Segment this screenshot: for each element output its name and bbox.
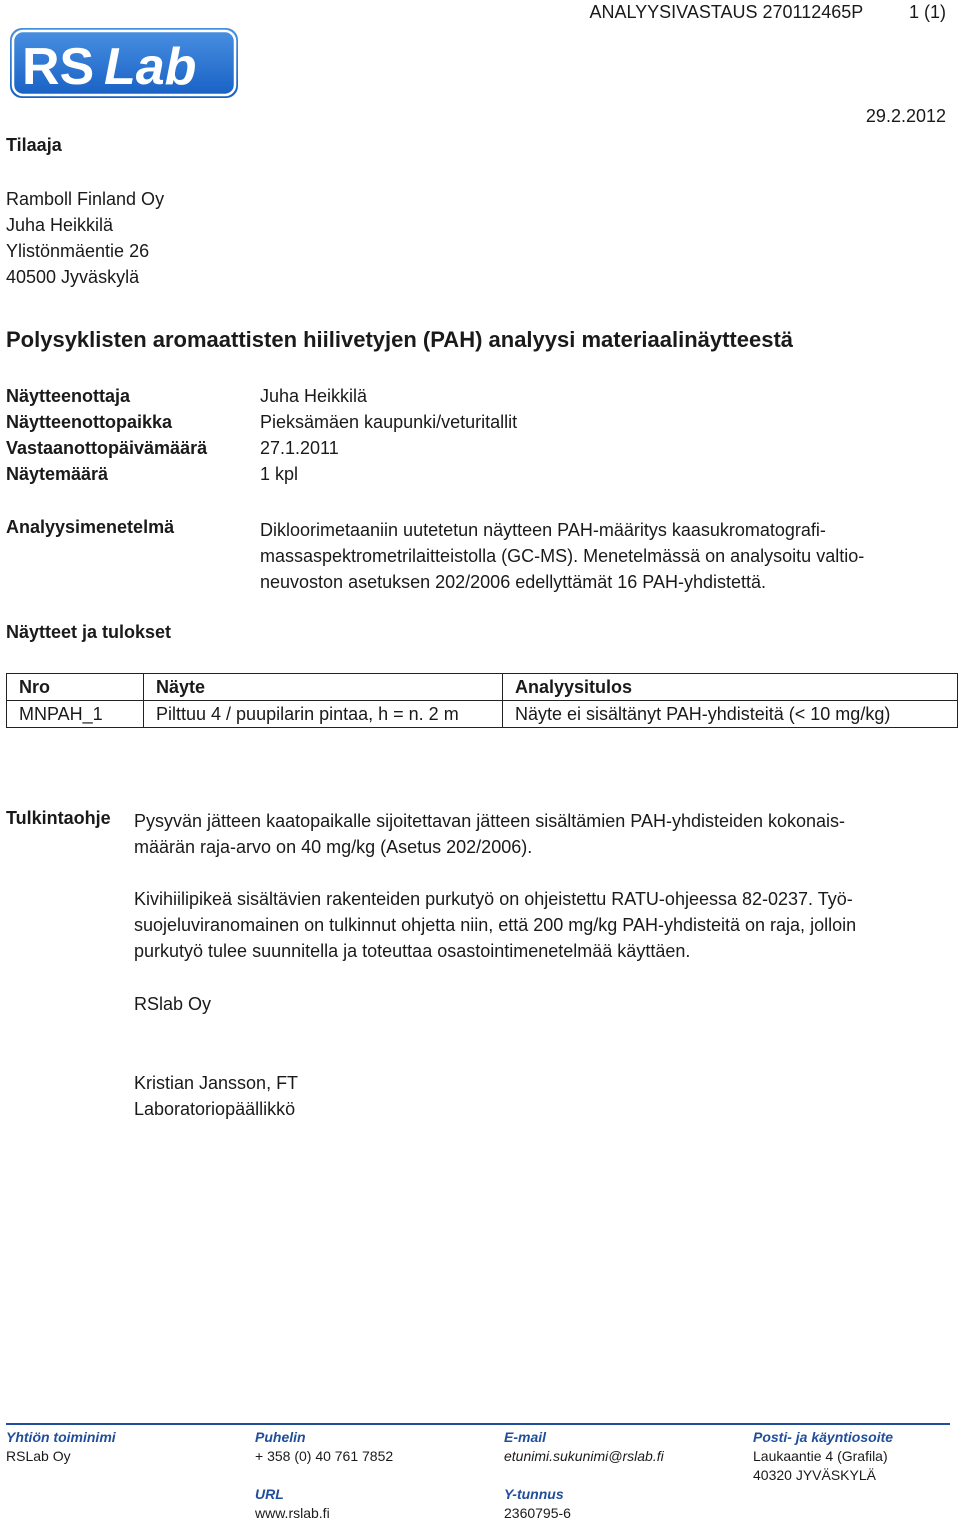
footer-company-value: RSLab Oy (6, 1448, 71, 1464)
footer-phone-label: Puhelin (255, 1429, 306, 1445)
results-table (6, 673, 958, 728)
paragraph-line: purkutyö tulee suunnitella ja toteuttaa osastointimenetelmää käyttäen. (134, 941, 691, 961)
logo-text-rs: RS (22, 38, 95, 96)
footer-company (6, 1429, 116, 1467)
footer-ytunnus-value: 2360795-6 (504, 1505, 571, 1521)
meta-label: Vastaanottopäivämäärä (6, 438, 208, 458)
cell-nro: MNPAH_1 (7, 701, 144, 728)
meta-value: Juha Heikkilä (260, 386, 368, 406)
client-line: 40500 Jyväskylä (6, 267, 140, 287)
footer-phone-value: + 358 (0) 40 761 7852 (255, 1448, 394, 1464)
cell-sample: Pilttuu 4 / puupilarin pintaa, h = n. 2 m (144, 701, 503, 728)
footer-email-link[interactable]: etunimi.sukunimi@rslab.fi (504, 1448, 664, 1464)
paragraph-line: Kivihiilipikeä sisältävien rakenteiden purkutyö on ohjeistettu RATU-ohjeessa 82-0237. Työ- (134, 889, 853, 909)
footer-url-link[interactable]: www.rslab.fi (255, 1505, 330, 1521)
report-header (589, 2, 946, 23)
interpretation-label: Tulkintaohje (6, 808, 111, 828)
table-header-row (7, 674, 958, 701)
footer-url-label: URL (255, 1486, 284, 1502)
method-label: Analyysimenetelmä (6, 517, 175, 537)
method-line: Dikloorimetaaniin uutetetun näytteen PAH-määritys kaasukromatografi- (260, 520, 826, 540)
meta-row (0, 412, 960, 438)
footer-email-ytunnus (504, 1429, 664, 1524)
client-line: Ylistönmäentie 26 (6, 241, 150, 261)
footer-company-label: Yhtiön toiminimi (6, 1429, 116, 1445)
page-number: 1 (1) (908, 2, 946, 22)
meta-value: 1 kpl (260, 464, 299, 484)
interpretation-paragraph-1 (134, 808, 946, 860)
footer-address-line: Laukaantie 4 (Grafila) (753, 1448, 888, 1464)
results-heading: Näytteet ja tulokset (6, 622, 172, 642)
report-date: 29.2.2012 (865, 106, 946, 126)
logo-text-lab: Lab (104, 38, 197, 96)
meta-label: Näytteenottaja (6, 386, 131, 406)
footer-divider (6, 1423, 950, 1425)
column-header-nro: Nro (7, 674, 144, 701)
table-row (7, 701, 958, 728)
signer-title: Laboratoriopäällikkö (134, 1099, 296, 1119)
meta-row (0, 438, 960, 464)
column-header-sample: Näyte (144, 674, 503, 701)
column-header-result: Analyysitulos (503, 674, 958, 701)
footer-address-label: Posti- ja käyntiosoite (753, 1429, 894, 1445)
footer-phone-url (255, 1429, 393, 1524)
paragraph-line: määrän raja-arvo on 40 mg/kg (Asetus 202/2006). (134, 837, 533, 857)
client-line: Juha Heikkilä (6, 215, 114, 235)
rslab-logo (10, 28, 238, 98)
report-id: ANALYYSIVASTAUS 270112465P (589, 2, 863, 22)
footer-address-line: 40320 JYVÄSKYLÄ (753, 1467, 876, 1483)
cell-result: Näyte ei sisältänyt PAH-yhdisteitä (< 10 mg/kg) (503, 701, 958, 728)
meta-label: Näytteenottopaikka (6, 412, 173, 432)
footer-email-label: E-mail (504, 1429, 547, 1445)
footer-address (753, 1429, 893, 1486)
page-title: Polysyklisten aromaattisten hiilivetyjen (PAH) analyysi materiaalinäytteestä (6, 327, 794, 352)
interpretation-paragraph-2 (134, 886, 946, 964)
client-heading: Tilaaja (6, 135, 62, 155)
client-address (6, 186, 164, 290)
meta-row (0, 464, 960, 490)
meta-row (0, 386, 960, 412)
footer-ytunnus-label: Y-tunnus (504, 1486, 564, 1502)
meta-label: Näytemäärä (6, 464, 109, 484)
meta-value: Pieksämäen kaupunki/veturitallit (260, 412, 518, 432)
meta-value: 27.1.2011 (260, 438, 339, 458)
method-line: massaspektrometrilaitteistolla (GC-MS). Menetelmässä on analysoitu valtio- (260, 546, 865, 566)
signer-name: Kristian Jansson, FT (134, 1073, 299, 1093)
signature-company: RSlab Oy (134, 994, 212, 1014)
method-line: neuvoston asetuksen 202/2006 edellyttämät 16 PAH-yhdistettä. (260, 572, 766, 592)
paragraph-line: Pysyvän jätteen kaatopaikalle sijoitettavan jätteen sisältämien PAH-yhdisteiden kokonais- (134, 811, 846, 831)
paragraph-line: suojeluviranomainen on tulkinnut ohjetta niin, että 200 mg/kg PAH-yhdisteitä on raja, jolloin (134, 915, 857, 935)
client-line: Ramboll Finland Oy (6, 189, 165, 209)
method-text (260, 517, 864, 595)
